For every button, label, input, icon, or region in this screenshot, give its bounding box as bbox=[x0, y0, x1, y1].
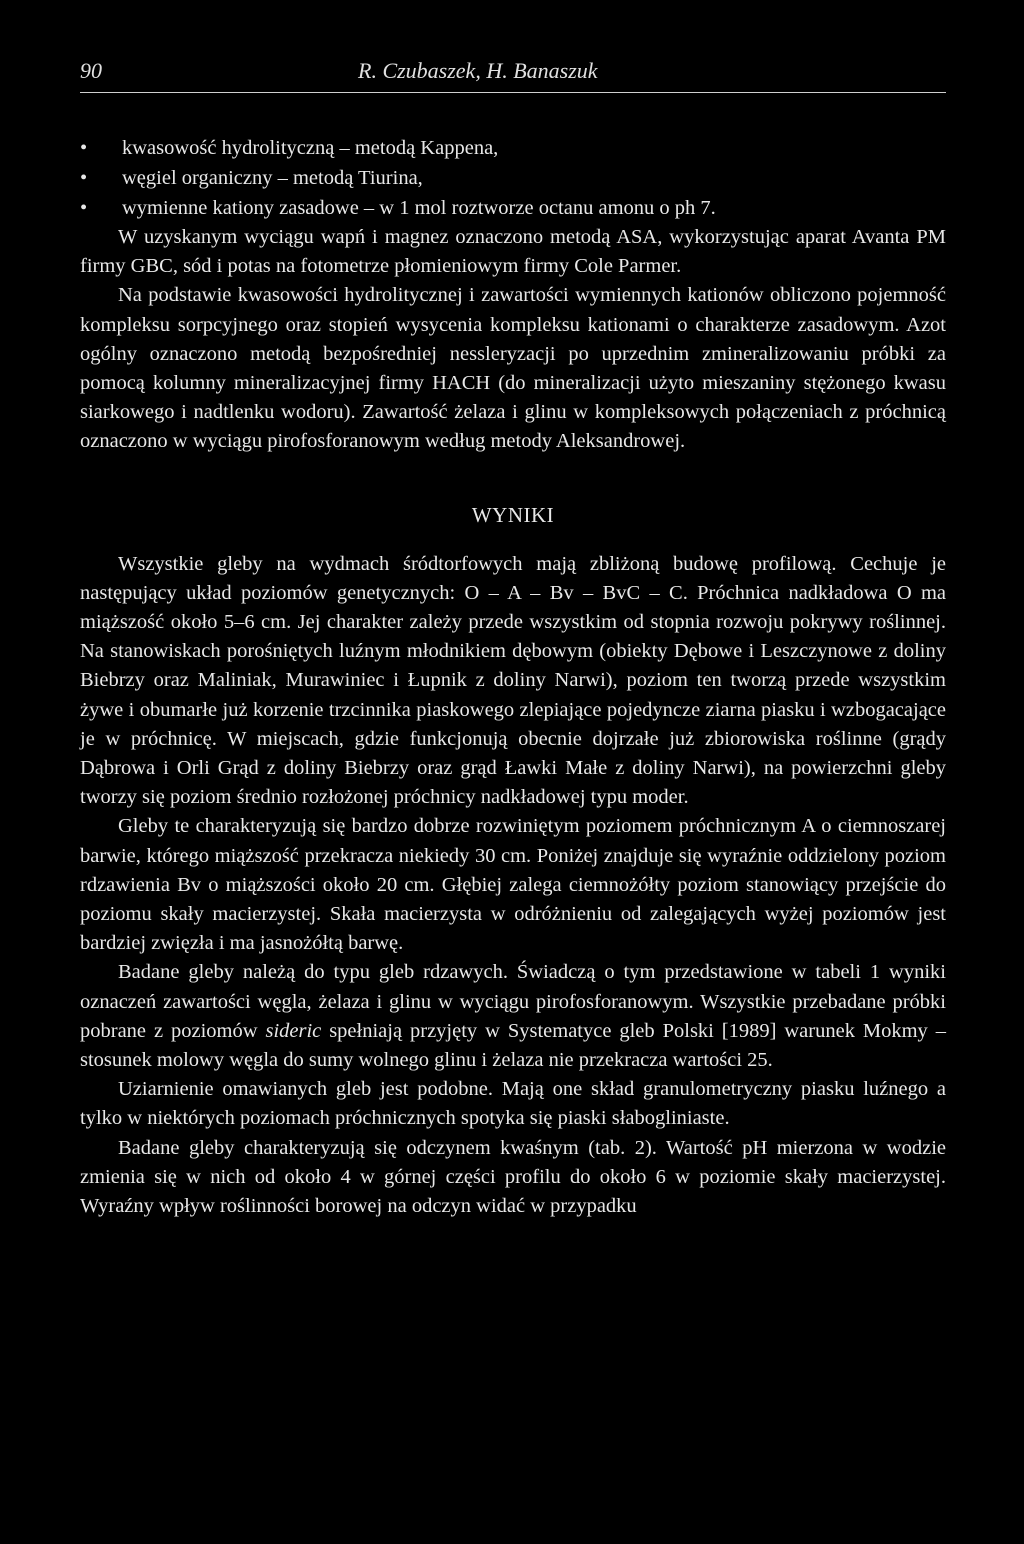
running-head-authors: R. Czubaszek, H. Banaszuk bbox=[358, 58, 598, 83]
page-number: 90 bbox=[80, 58, 102, 83]
results-paragraph: Gleby te charakteryzują się bardzo dobrze rozwiniętym poziomem próchnicznym A o ciemnoszarej barwie, którego miąższość przekracza niekiedy 30 cm. Poniżej znajduje się wyraźnie oddzielony poziom rdzawienia Bv o miąższości około 20 cm. Głębiej zalega ciemnożółty poziom stanowiący przejście do poziomu skały macierzystej. Skała macierzysta w odróżnieniu od zalegających wyżej poziomów jest bardziej zwięzła i ma jasnożółtą barwę. bbox=[80, 815, 946, 955]
bullet-item: • kwasowość hydrolityczną – metodą Kappena, bbox=[80, 133, 946, 163]
text-run: spełniają przyjęty w Systematyce gleb Polski [1989] warunek Mokmy – stosunek molowy węgla do sumy wolnego glinu i żelaza nie przekracza wartości 25. bbox=[80, 1019, 946, 1072]
bullet-item: • węgiel organiczny – metodą Tiurina, bbox=[80, 163, 946, 193]
bullet-item: • wymienne kationy zasadowe – w 1 mol roztworze octanu amonu o ph 7. bbox=[80, 193, 946, 223]
section-heading-wyniki: WYNIKI bbox=[471, 502, 555, 527]
results-paragraph: Uziarnienie omawianych gleb jest podobne. Mają one skład granulometryczny piasku luźnego a tylko w niektórych poziomach próchnicznych spotyka się piaski słabogliniaste. bbox=[80, 1078, 946, 1130]
methods-paragraph: Na podstawie kwasowości hydrolitycznej i zawartości wymiennych kationów obliczono pojemność kompleksu sorpcyjnego oraz stopień wysycenia kompleksu kationami o charakterze zasadowym. Azot ogólny oznaczono metodą bezpośredniej nessleryzacji po uprzednim zmineralizowaniu próbki za pomocą kolumny mineralizacyjnej firmy HACH (do mineralizacji użyto mieszaniny stężonego kwasu siarkowego i nadtlenku wodoru). Zawartość żelaza i glinu w kompleksowych połączeniach z próchnicą oznaczono w wyciągu pirofosforanowym według metody Aleksandrowej. bbox=[80, 284, 946, 453]
running-head bbox=[80, 58, 946, 93]
italic-term: sideric bbox=[265, 1019, 322, 1042]
methods-bullet-list bbox=[80, 133, 946, 223]
results-paragraph: Wszystkie gleby na wydmach śródtorfowych mają zbliżoną budowę profilową. Cechuje je następujący układ poziomów genetycznych: O – A – Bv – BvC – C. Próchnica nadkładowa O ma miąższość około 5–6 cm. Jej charakter zależy przede wszystkim od stopnia rozwoju pokrywy roślinnej. Na stanowiskach porośniętych luźnym młodnikiem dębowym (obiekty Dębowe i Leszczynowe z doliny Biebrzy oraz Maliniak, Murawiniec i Łupnik z doliny Narwi), poziom ten tworzą przede wszystkim żywe i obumarłe już korzenie trzcinnika piaskowego zlepiające pojedyncze ziarna piasku i wzbogacające je w próchnicę. W miejscach, gdzie funkcjonują obecnie dojrzałe już zbiorowiska roślinne (grądy Dąbrowa i Orli Grąd z doliny Biebrzy oraz grąd Ławki Małe z doliny Narwi), na powierzchni gleby tworzy się poziom średnio rozłożonej próchnicy nadkładowej typu moder. bbox=[80, 552, 946, 809]
methods-paragraph: W uzyskanym wyciągu wapń i magnez oznaczono metodą ASA, wykorzystując aparat Avanta PM firmy GBC, sód i potas na fotometrze płomieniowym firmy Cole Parmer. bbox=[80, 226, 946, 278]
text-run: Badane gleby należą do typu gleb rdzawych. Świadczą o tym przedstawione w tabeli 1 wyniki oznaczeń zawartości węgla, żelaza i glinu w wyciągu pirofosforanowym. Wszystkie przebadane próbki pobrane z poziomów bbox=[80, 961, 946, 1042]
results-paragraph: Badane gleby charakteryzują się odczynem kwaśnym (tab. 2). Wartość pH mierzona w wodzie zmienia się w nich od około 4 w górnej części profilu do około 6 w poziomie skały macierzystej. Wyraźny wpływ roślinności borowej na odczyn widać w przypadku bbox=[80, 1136, 946, 1218]
results-paragraph bbox=[80, 958, 946, 1075]
